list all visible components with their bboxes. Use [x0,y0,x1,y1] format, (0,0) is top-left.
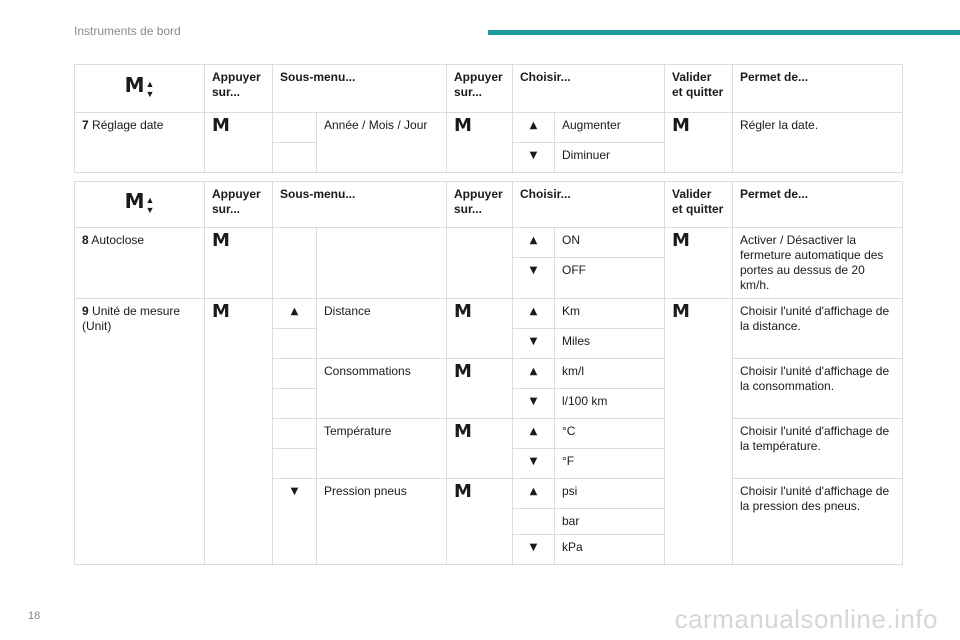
col-permet: Permet de... [733,182,903,228]
col-valider: Valider et quitter [665,65,733,113]
header-accent-bar [488,30,960,35]
choice-off: OFF [555,258,665,299]
settings-table [74,181,903,565]
choice-celsius: °C [555,419,665,449]
arrow-up-icon: ▲ [513,299,555,329]
m-icon: M [665,228,733,299]
col-choisir: Choisir... [513,65,665,113]
col-appuyer: Appuyer sur... [205,65,273,113]
choice-diminuer: Diminuer [555,143,665,173]
permet-pression: Choisir l'unité d'affichage de la pression des pneus. [733,479,903,565]
table-row [75,228,903,258]
choice-kpa: kPa [555,535,665,565]
arrow-up-icon: ▲ [513,228,555,258]
m-icon: M [447,299,513,359]
arrow-down-icon: ▼ [513,329,555,359]
permet-distance: Choisir l'unité d'affichage de la distance. [733,299,903,359]
table-row [75,299,903,329]
arrow-up-icon: ▲ [513,359,555,389]
table-row [75,113,903,143]
choice-km: Km [555,299,665,329]
menu-nav-icon: M▲ ▼ [75,182,205,228]
m-icon: M [205,299,273,565]
m-icon: M [447,113,513,173]
submenu-distance: Distance [317,299,447,359]
m-icon: M [665,299,733,565]
col-permet: Permet de... [733,65,903,113]
arrow-down-icon: ▼ [513,389,555,419]
arrow-down-icon: ▼ [513,143,555,173]
submenu-date: Année / Mois / Jour [317,113,447,173]
col-appuyer-2: Appuyer sur... [447,65,513,113]
submenu-temperature: Température [317,419,447,479]
arrow-up-icon: ▲ [513,479,555,509]
col-appuyer: Appuyer sur... [205,182,273,228]
row-label-units: 9 Unité de mesure (Unit) [75,299,205,565]
arrow-up-icon: ▲ [513,419,555,449]
table-header-row [75,65,903,113]
permet-date: Régler la date. [733,113,903,173]
col-appuyer-2: Appuyer sur... [447,182,513,228]
choice-on: ON [555,228,665,258]
m-icon: M [447,479,513,565]
menu-nav-icon: M▲ ▼ [75,65,205,113]
choice-l100km: l/100 km [555,389,665,419]
choice-kml: km/l [555,359,665,389]
row-label-date: 7 Réglage date [75,113,205,173]
submenu-consommations: Consommations [317,359,447,419]
choice-fahrenheit: °F [555,449,665,479]
col-valider: Valider et quitter [665,182,733,228]
arrow-down-icon: ▼ [513,258,555,299]
col-choisir: Choisir... [513,182,665,228]
arrow-down-icon: ▼ [513,535,555,565]
arrow-down-icon: ▼ [273,479,317,565]
choice-miles: Miles [555,329,665,359]
m-icon: M [205,113,273,173]
col-sous-menu: Sous-menu... [273,182,447,228]
m-icon: M [665,113,733,173]
arrow-up-icon: ▲ [273,299,317,329]
permet-consommation: Choisir l'unité d'affichage de la consommation. [733,359,903,419]
col-sous-menu: Sous-menu... [273,65,447,113]
choice-augmenter: Augmenter [555,113,665,143]
m-icon: M [205,228,273,299]
permet-autoclose: Activer / Désactiver la fermeture automatique des portes au dessus de 20 km/h. [733,228,903,299]
table-header-row [75,182,903,228]
permet-temperature: Choisir l'unité d'affichage de la température. [733,419,903,479]
m-icon: M [447,419,513,479]
watermark: carmanualsonline.info [674,604,938,634]
submenu-pression: Pression pneus [317,479,447,565]
choice-psi: psi [555,479,665,509]
page-number: 18 [28,610,41,622]
row-label-autoclose: 8 Autoclose [75,228,205,299]
date-settings-table [74,64,903,173]
m-icon: M [447,359,513,419]
choice-bar: bar [555,509,665,535]
section-title: Instruments de bord [74,24,181,38]
arrow-down-icon: ▼ [513,449,555,479]
arrow-up-icon: ▲ [513,113,555,143]
